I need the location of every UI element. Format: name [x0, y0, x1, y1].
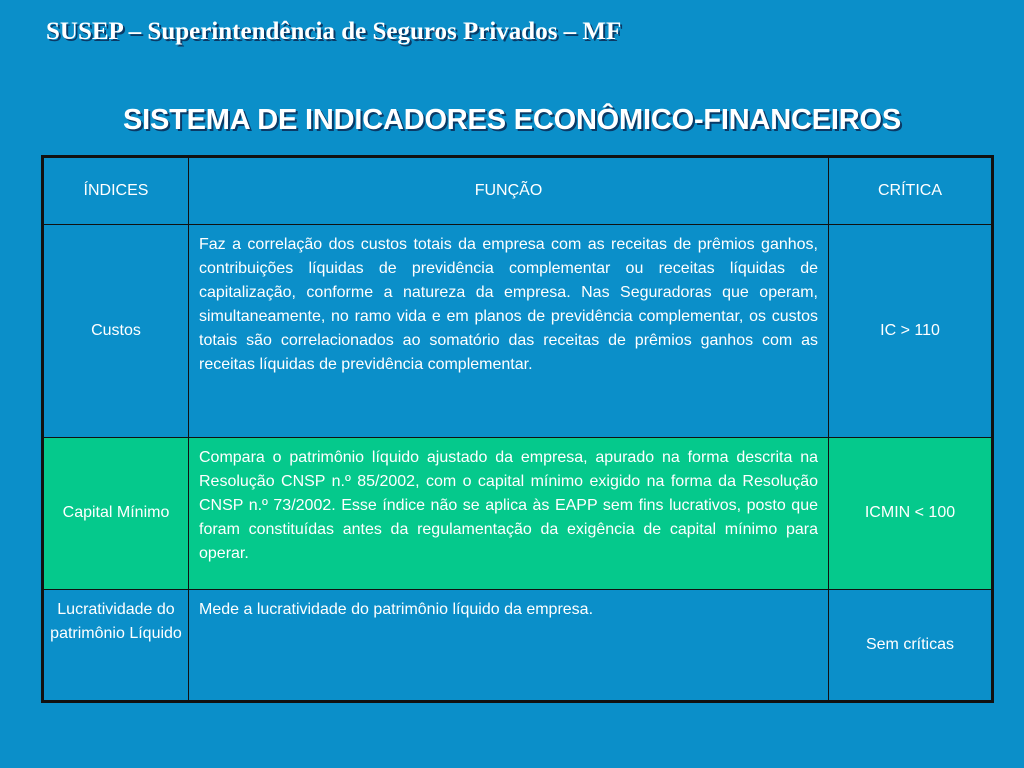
criticism-cell: ICMIN < 100: [829, 437, 993, 589]
function-cell: Faz a correlação dos custos totais da empresa com as receitas de prêmios ganhos, contribuições líquidas de previdência complementar ou receitas líquidas de capitalização, conforme a natureza da empresa. Nas Seguradoras que operam, simultaneamente, no ramo vida e em planos de previdência complementar, os custos totais são correlacionados ao somatório das receitas de prêmios ganhos com as receitas líquidas de previdência complementar.: [189, 225, 829, 437]
table-row: [43, 225, 993, 437]
index-cell: Custos: [43, 225, 189, 437]
function-cell: Mede a lucratividade do patrimônio líquido da empresa.: [189, 589, 829, 701]
criticism-cell: IC > 110: [829, 225, 993, 437]
indicators-table: [41, 155, 994, 703]
page-title: SISTEMA DE INDICADORES ECONÔMICO-FINANCEIROS: [123, 104, 901, 136]
column-header-criticism: CRÍTICA: [829, 157, 993, 225]
index-cell: Lucratividade do patrimônio Líquido: [43, 589, 189, 701]
organization-title: SUSEP – Superintendência de Seguros Privados – MF: [46, 18, 622, 45]
function-cell: Compara o patrimônio líquido ajustado da empresa, apurado na forma descrita na Resolução CNSP n.º 85/2002, com o capital mínimo exigido na forma da Resolução CNSP n.º 73/2002. Esse índice não se aplica às EAPP sem fins lucrativos, posto que foram constituídas antes da regulamentação da exigência de capital mínimo para operar.: [189, 437, 829, 589]
table-row: [43, 589, 993, 701]
index-cell: Capital Mínimo: [43, 437, 189, 589]
table-row: [43, 437, 993, 589]
table-header-row: [43, 157, 993, 225]
criticism-cell: Sem críticas: [829, 589, 993, 701]
column-header-indices: ÍNDICES: [43, 157, 189, 225]
column-header-function: FUNÇÃO: [189, 157, 829, 225]
